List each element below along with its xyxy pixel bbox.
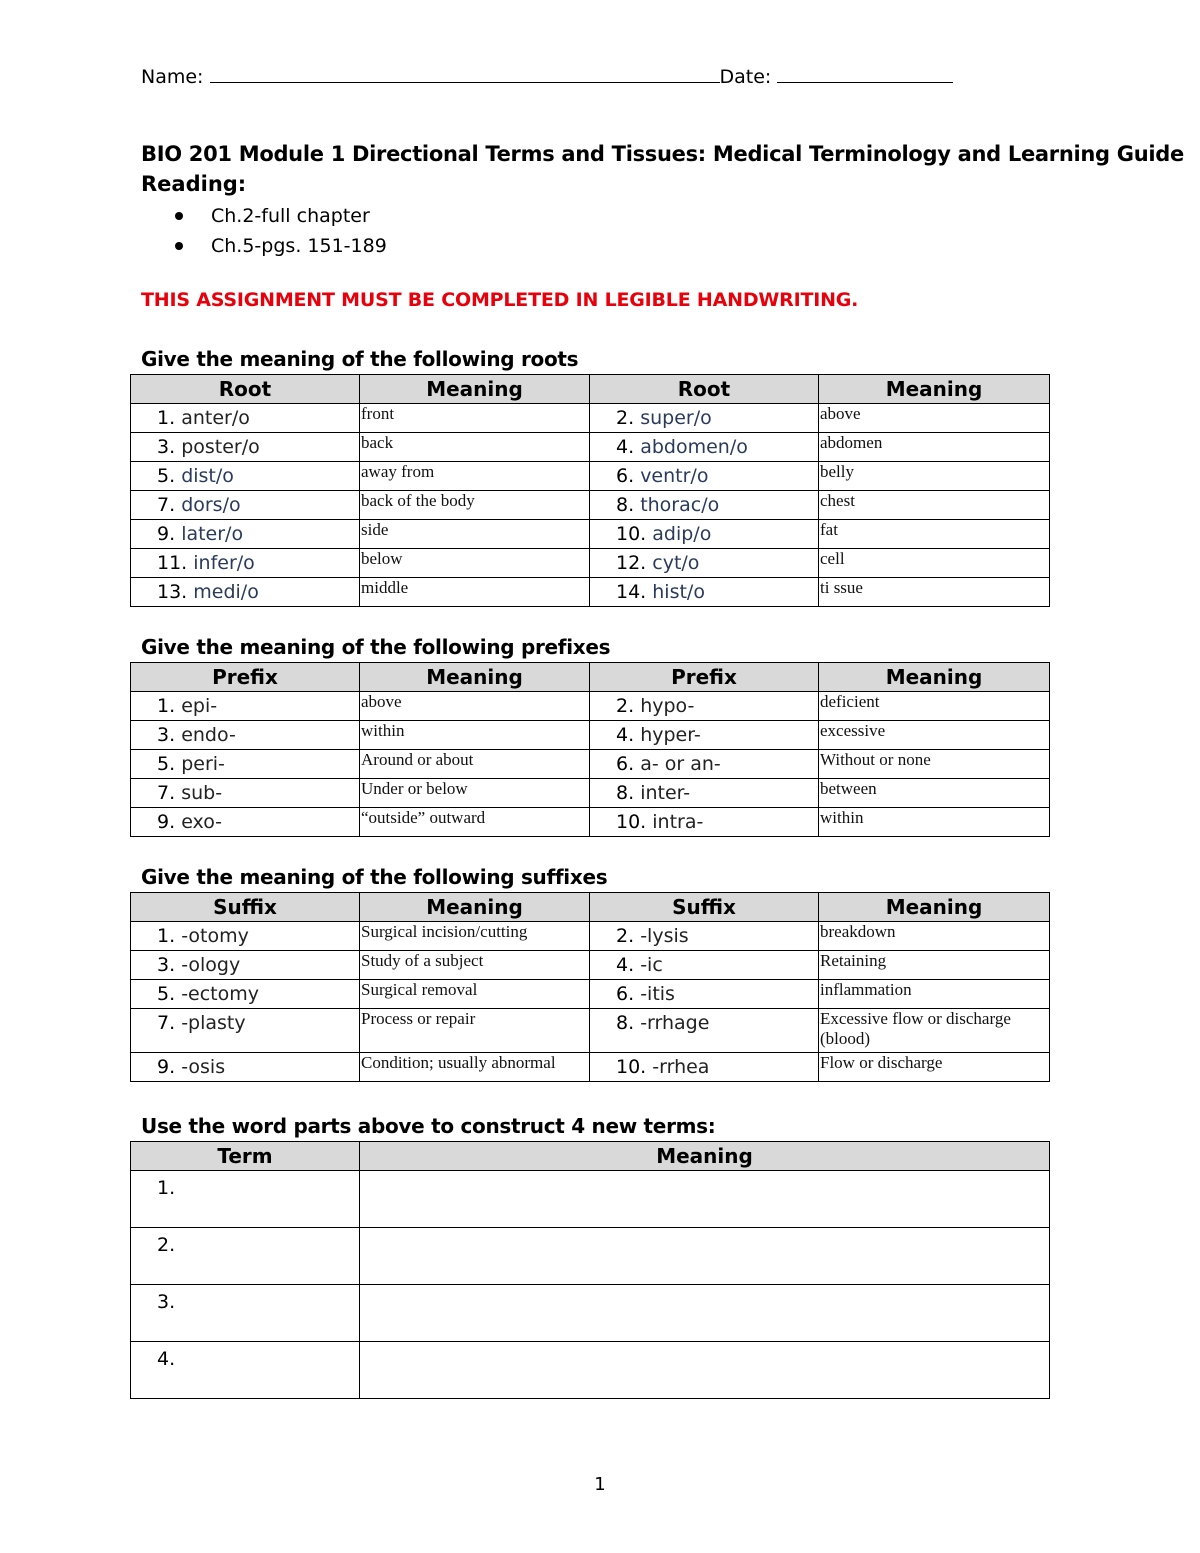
term-cell[interactable] <box>131 1228 360 1285</box>
word-part-cell <box>590 750 819 779</box>
word-part-cell <box>590 578 819 607</box>
word-part: cyt/o <box>652 552 700 574</box>
item-number: 2. <box>616 925 635 947</box>
column-header: Prefix <box>590 663 819 692</box>
bullet-icon <box>175 212 183 220</box>
item-number: 4. <box>616 724 635 746</box>
word-part-cell <box>590 433 819 462</box>
item-number: 2. <box>616 695 635 717</box>
prefixes-header-row <box>131 663 1050 692</box>
term-meaning-cell[interactable] <box>360 1171 1050 1228</box>
word-part-cell <box>131 922 360 951</box>
document-title: BIO 201 Module 1 Directional Terms and Tissues: Medical Terminology and Learning Guide <box>141 142 1184 166</box>
word-part: -ic <box>640 954 663 976</box>
item-number: 1. <box>157 1177 176 1199</box>
word-part-cell <box>131 692 360 721</box>
table-row <box>131 779 1050 808</box>
name-label: Name: <box>141 66 204 88</box>
meaning-answer[interactable]: within <box>360 721 590 750</box>
word-part: abdomen/o <box>640 436 748 458</box>
meaning-answer[interactable]: Study of a subject <box>360 951 590 980</box>
meaning-answer[interactable]: Retaining <box>819 951 1050 980</box>
word-part-cell <box>131 462 360 491</box>
table-row <box>131 520 1050 549</box>
item-number: 4. <box>616 436 635 458</box>
word-part: dors/o <box>181 494 241 516</box>
reading-label: Reading: <box>141 172 247 196</box>
item-number: 4. <box>616 954 635 976</box>
item-number: 1. <box>157 407 176 429</box>
meaning-answer[interactable]: below <box>360 549 590 578</box>
meaning-answer[interactable]: “outside” outward <box>360 808 590 837</box>
word-part: -rrhea <box>652 1056 710 1078</box>
item-number: 9. <box>157 1056 176 1078</box>
date-field[interactable] <box>777 64 953 83</box>
word-part-cell <box>590 462 819 491</box>
word-part-cell <box>590 1009 819 1053</box>
table-row <box>131 462 1050 491</box>
column-header: Meaning <box>819 375 1050 404</box>
meaning-answer[interactable]: belly <box>819 462 1050 491</box>
word-part-cell <box>590 779 819 808</box>
item-number: 11. <box>157 552 188 574</box>
word-part-cell <box>131 779 360 808</box>
item-number: 9. <box>157 811 176 833</box>
word-part: -rrhage <box>640 1012 710 1034</box>
meaning-answer[interactable]: Process or repair <box>360 1009 590 1053</box>
meaning-answer[interactable]: deficient <box>819 692 1050 721</box>
word-part: intra- <box>652 811 704 833</box>
terms-heading: Use the word parts above to construct 4 new terms: <box>141 1114 716 1138</box>
word-part: infer/o <box>193 552 255 574</box>
word-part: -plasty <box>181 1012 246 1034</box>
item-number: 6. <box>616 753 635 775</box>
meaning-answer[interactable]: Excessive flow or discharge (blood) <box>819 1009 1050 1053</box>
roots-table <box>130 374 1050 607</box>
term-cell[interactable] <box>131 1171 360 1228</box>
meaning-answer[interactable]: away from <box>360 462 590 491</box>
name-field[interactable] <box>210 64 720 83</box>
bullet-icon <box>175 242 183 250</box>
table-row <box>131 951 1050 980</box>
word-part: peri- <box>181 753 225 775</box>
suffixes-table <box>130 892 1050 1082</box>
terms-table <box>130 1141 1050 1399</box>
meaning-answer[interactable]: back <box>360 433 590 462</box>
word-part-cell <box>131 1009 360 1053</box>
meaning-answer[interactable]: breakdown <box>819 922 1050 951</box>
roots-header-row <box>131 375 1050 404</box>
word-part: later/o <box>181 523 244 545</box>
handwriting-warning: THIS ASSIGNMENT MUST BE COMPLETED IN LEGIBLE HANDWRITING. <box>141 289 859 311</box>
word-part-cell <box>131 549 360 578</box>
table-row <box>131 433 1050 462</box>
item-number: 3. <box>157 1291 176 1313</box>
term-meaning-cell[interactable] <box>360 1342 1050 1399</box>
meaning-answer[interactable]: Around or about <box>360 750 590 779</box>
table-row <box>131 1228 1050 1285</box>
reading-list <box>172 202 387 262</box>
table-row <box>131 980 1050 1009</box>
table-row <box>131 922 1050 951</box>
meaning-answer[interactable]: between <box>819 779 1050 808</box>
word-part: endo- <box>181 724 236 746</box>
prefixes-heading: Give the meaning of the following prefixes <box>141 635 611 659</box>
item-number: 1. <box>157 695 176 717</box>
word-part-cell <box>131 578 360 607</box>
meaning-answer[interactable]: Flow or discharge <box>819 1053 1050 1082</box>
column-header: Meaning <box>360 1142 1050 1171</box>
suffixes-header-row <box>131 893 1050 922</box>
table-row <box>131 549 1050 578</box>
table-row <box>131 1053 1050 1082</box>
item-number: 3. <box>157 724 176 746</box>
item-number: 8. <box>616 782 635 804</box>
meaning-answer[interactable]: front <box>360 404 590 433</box>
word-part-cell <box>131 491 360 520</box>
word-part-cell <box>131 1053 360 1082</box>
word-part-cell <box>131 721 360 750</box>
column-header: Prefix <box>131 663 360 692</box>
reading-item: Ch.2-full chapter <box>172 202 387 232</box>
table-row <box>131 808 1050 837</box>
item-number: 2. <box>157 1234 176 1256</box>
column-header: Meaning <box>360 375 590 404</box>
item-number: 14. <box>616 581 647 603</box>
column-header: Meaning <box>819 663 1050 692</box>
column-header: Meaning <box>819 893 1050 922</box>
table-row <box>131 721 1050 750</box>
meaning-answer[interactable]: abdomen <box>819 433 1050 462</box>
column-header: Term <box>131 1142 360 1171</box>
word-part-cell <box>590 922 819 951</box>
word-part-cell <box>590 491 819 520</box>
item-number: 9. <box>157 523 176 545</box>
word-part-cell <box>131 750 360 779</box>
word-part: hypo- <box>640 695 695 717</box>
word-part-cell <box>590 692 819 721</box>
word-part: medi/o <box>193 581 259 603</box>
meaning-answer[interactable]: excessive <box>819 721 1050 750</box>
item-number: 12. <box>616 552 647 574</box>
table-row <box>131 1009 1050 1053</box>
word-part-cell <box>131 520 360 549</box>
column-header: Suffix <box>590 893 819 922</box>
column-header: Root <box>590 375 819 404</box>
item-number: 3. <box>157 954 176 976</box>
word-part: thorac/o <box>640 494 720 516</box>
word-part: hyper- <box>640 724 701 746</box>
word-part-cell <box>590 520 819 549</box>
word-part-cell <box>131 433 360 462</box>
word-part: dist/o <box>181 465 234 487</box>
item-number: 8. <box>616 494 635 516</box>
table-row <box>131 692 1050 721</box>
word-part: anter/o <box>181 407 250 429</box>
meaning-answer[interactable]: side <box>360 520 590 549</box>
reading-item: Ch.5-pgs. 151-189 <box>172 232 387 262</box>
column-header: Suffix <box>131 893 360 922</box>
name-date-line <box>141 64 953 88</box>
meaning-answer[interactable]: within <box>819 808 1050 837</box>
meaning-answer[interactable]: cell <box>819 549 1050 578</box>
word-part: -osis <box>181 1056 226 1078</box>
item-number: 6. <box>616 465 635 487</box>
meaning-answer[interactable]: Condition; usually abnormal <box>360 1053 590 1082</box>
item-number: 2. <box>616 407 635 429</box>
term-meaning-cell[interactable] <box>360 1228 1050 1285</box>
word-part: adip/o <box>652 523 712 545</box>
word-part: -ectomy <box>181 983 260 1005</box>
word-part: -ology <box>181 954 241 976</box>
word-part-cell <box>590 404 819 433</box>
item-number: 7. <box>157 1012 176 1034</box>
page-number: 1 <box>594 1474 606 1495</box>
item-number: 8. <box>616 1012 635 1034</box>
item-number: 7. <box>157 782 176 804</box>
table-row <box>131 1171 1050 1228</box>
meaning-answer[interactable]: inflammation <box>819 980 1050 1009</box>
word-part: -lysis <box>640 925 689 947</box>
table-row <box>131 1285 1050 1342</box>
word-part-cell <box>131 951 360 980</box>
meaning-answer[interactable]: middle <box>360 578 590 607</box>
word-part-cell <box>590 951 819 980</box>
prefixes-table <box>130 662 1050 837</box>
item-number: 10. <box>616 811 647 833</box>
word-part-cell <box>131 404 360 433</box>
item-number: 10. <box>616 523 647 545</box>
term-meaning-cell[interactable] <box>360 1285 1050 1342</box>
term-cell[interactable] <box>131 1342 360 1399</box>
terms-header-row <box>131 1142 1050 1171</box>
word-part: -otomy <box>181 925 249 947</box>
column-header: Meaning <box>360 663 590 692</box>
meaning-answer[interactable]: above <box>819 404 1050 433</box>
meaning-answer[interactable]: ti ssue <box>819 578 1050 607</box>
word-part: hist/o <box>652 581 705 603</box>
item-number: 1. <box>157 925 176 947</box>
meaning-answer[interactable]: above <box>360 692 590 721</box>
meaning-answer[interactable]: Under or below <box>360 779 590 808</box>
word-part: a- or an- <box>640 753 721 775</box>
table-row <box>131 750 1050 779</box>
item-number: 5. <box>157 983 176 1005</box>
word-part-cell <box>590 808 819 837</box>
word-part-cell <box>590 549 819 578</box>
meaning-answer[interactable]: chest <box>819 491 1050 520</box>
column-header: Meaning <box>360 893 590 922</box>
item-number: 3. <box>157 436 176 458</box>
item-number: 5. <box>157 753 176 775</box>
word-part-cell <box>590 980 819 1009</box>
table-row <box>131 578 1050 607</box>
table-row <box>131 491 1050 520</box>
suffixes-heading: Give the meaning of the following suffixes <box>141 865 608 889</box>
term-cell[interactable] <box>131 1285 360 1342</box>
item-number: 10. <box>616 1056 647 1078</box>
word-part: poster/o <box>181 436 260 458</box>
table-row <box>131 1342 1050 1399</box>
word-part-cell <box>590 1053 819 1082</box>
word-part-cell <box>131 808 360 837</box>
word-part: epi- <box>181 695 218 717</box>
date-label: Date: <box>719 66 772 88</box>
roots-heading: Give the meaning of the following roots <box>141 347 579 371</box>
item-number: 13. <box>157 581 188 603</box>
word-part: inter- <box>640 782 691 804</box>
item-number: 7. <box>157 494 176 516</box>
item-number: 5. <box>157 465 176 487</box>
word-part: super/o <box>640 407 712 429</box>
meaning-answer[interactable]: Surgical removal <box>360 980 590 1009</box>
word-part-cell <box>131 980 360 1009</box>
meaning-answer[interactable]: back of the body <box>360 491 590 520</box>
item-number: 6. <box>616 983 635 1005</box>
word-part: sub- <box>181 782 223 804</box>
table-row <box>131 404 1050 433</box>
meaning-answer[interactable]: fat <box>819 520 1050 549</box>
column-header: Root <box>131 375 360 404</box>
word-part-cell <box>590 721 819 750</box>
item-number: 4. <box>157 1348 176 1370</box>
word-part: -itis <box>640 983 675 1005</box>
word-part: ventr/o <box>640 465 709 487</box>
word-part: exo- <box>181 811 223 833</box>
meaning-answer[interactable]: Surgical incision/cutting <box>360 922 590 951</box>
meaning-answer[interactable]: Without or none <box>819 750 1050 779</box>
